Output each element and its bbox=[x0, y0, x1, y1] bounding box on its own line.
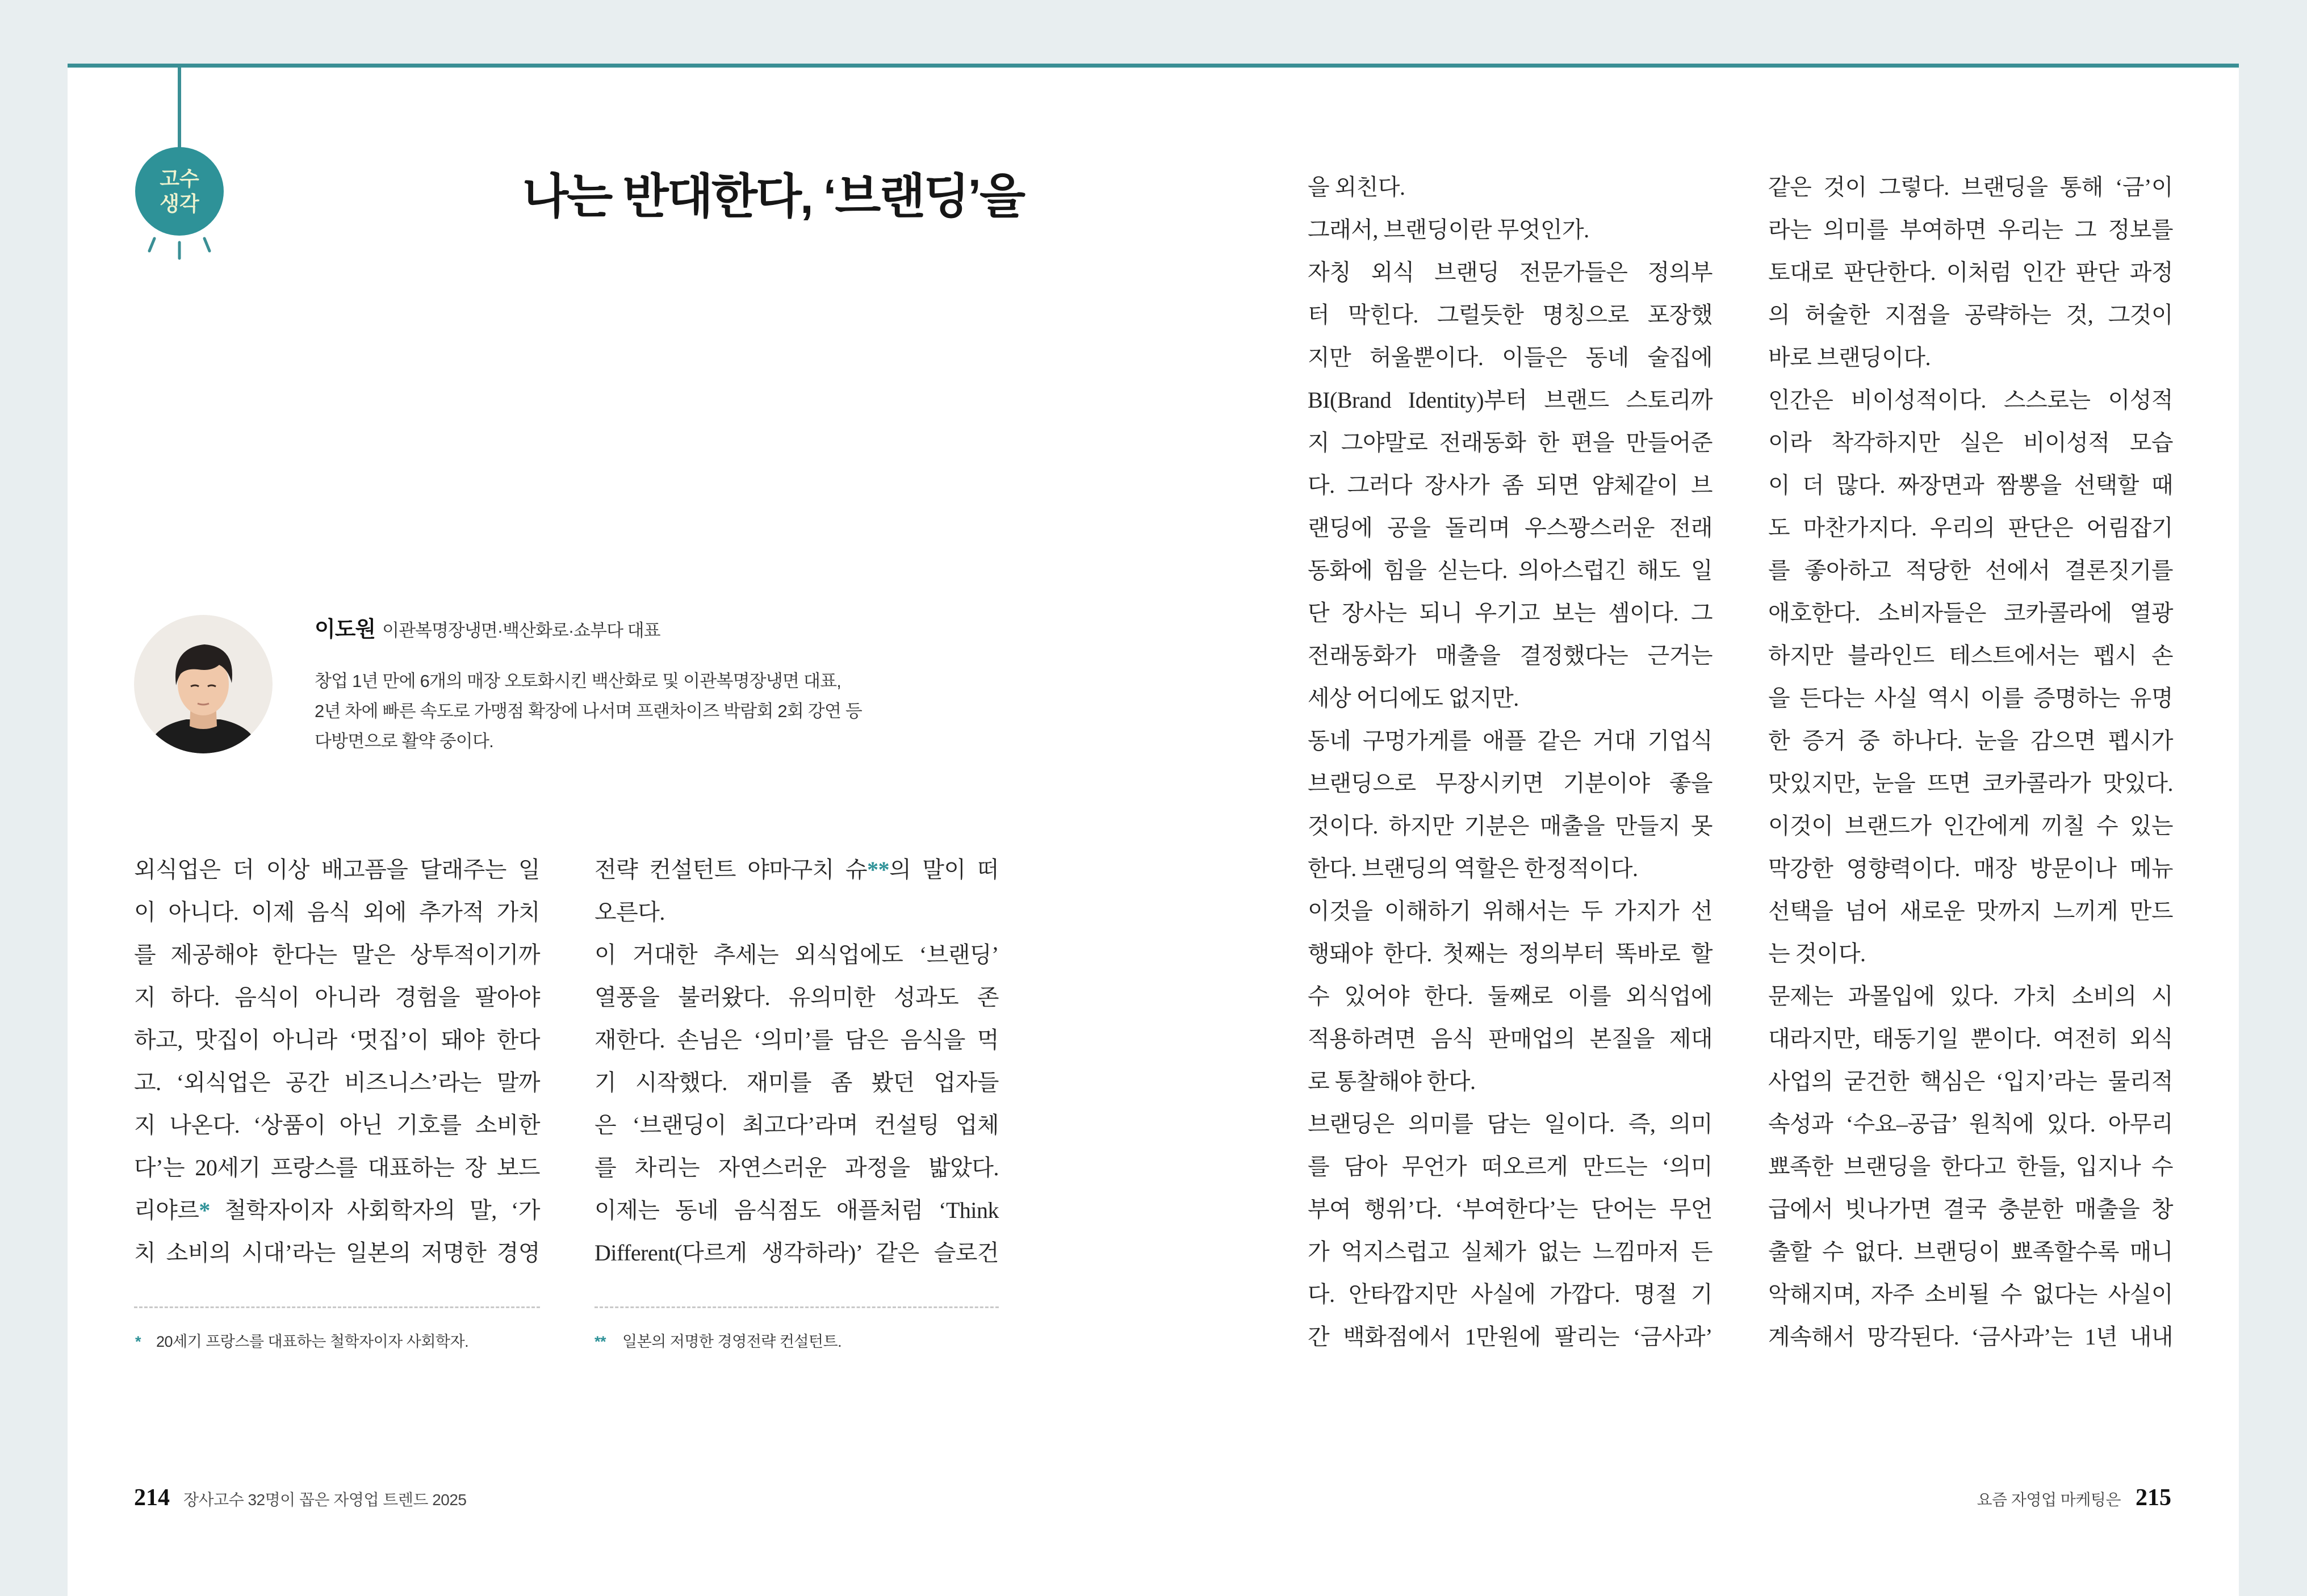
footnote-divider bbox=[134, 1306, 540, 1308]
footnote-text: 20세기 프랑스를 대표하는 철학자이자 사회학자. bbox=[156, 1333, 469, 1350]
body-line: 라는 의미를 부여하면 우리는 그 정보를 bbox=[1768, 217, 2173, 242]
body-line: Different(다르게 생각하라)’ 같은 슬로건 bbox=[594, 1240, 999, 1266]
body-line: 애호한다. 소비자들은 코카콜라에 열광 bbox=[1768, 600, 2173, 626]
body-line: 계속해서 망각된다. ‘금사과’는 1년 내내 bbox=[1768, 1324, 2173, 1350]
body-line: 인간은 비이성적이다. 스스로는 이성적 bbox=[1768, 387, 2173, 413]
body-line: 는 것이다. bbox=[1768, 941, 1866, 966]
body-line: 지만 허울뿐이다. 이들은 동네 술집에 bbox=[1308, 345, 1713, 370]
badge-connector-line bbox=[178, 66, 181, 149]
author-bio bbox=[315, 666, 862, 756]
body-line: 다’는 20세기 프랑스를 대표하는 장 보드 bbox=[134, 1155, 540, 1180]
body-line: 대라지만, 태동기일 뿐이다. 여전히 외식 bbox=[1768, 1026, 2173, 1052]
author-bio-line: 다방면으로 활약 중이다. bbox=[315, 731, 493, 751]
body-line: BI(Brand Identity)부터 브랜드 스토리까 bbox=[1308, 387, 1713, 413]
body-line: 한 증거 중 하나다. 눈을 감으면 펩시가 bbox=[1768, 728, 2173, 753]
body-line: 하고, 맛집이 아니라 ‘멋집’이 돼야 한다 bbox=[134, 1027, 540, 1053]
footnote bbox=[135, 1331, 468, 1352]
body-line: 부여 행위’다. ‘부여한다’는 단어는 무언 bbox=[1308, 1196, 1713, 1222]
section-badge bbox=[135, 147, 224, 236]
body-line: 다. 안타깝지만 사실에 가깝다. 명절 기 bbox=[1308, 1281, 1713, 1307]
footnote-reference-mark: * bbox=[199, 1197, 210, 1223]
author-heading bbox=[315, 615, 660, 644]
body-line: 터 막힌다. 그럴듯한 명칭으로 포장했 bbox=[1308, 302, 1713, 328]
body-line: 이 더 많다. 짜장면과 짬뽕을 선택할 때 bbox=[1768, 472, 2173, 498]
body-line: 를 담아 무언가 떠오르게 만드는 ‘의미 bbox=[1308, 1154, 1713, 1179]
body-line: 한다. 브랜딩의 역할은 한정적이다. bbox=[1308, 856, 1638, 881]
body-line: 같은 것이 그렇다. 브랜딩을 통해 ‘금’이 bbox=[1768, 174, 2173, 200]
body-line: 바로 브랜딩이다. bbox=[1768, 345, 1931, 370]
body-line: 다. 그러다 장사가 좀 되면 얌체같이 브 bbox=[1308, 472, 1713, 498]
author-photo bbox=[134, 615, 273, 753]
body-line: 뾰족한 브랜딩을 한다고 한들, 입지나 수 bbox=[1768, 1154, 2173, 1179]
body-line: 행돼야 한다. 첫째는 정의부터 똑바로 할 bbox=[1308, 941, 1713, 966]
body-line: 기 시작했다. 재미를 좀 봤던 업자들 bbox=[594, 1070, 999, 1095]
body-line: 하지만 블라인드 테스트에서는 펩시 손 bbox=[1768, 643, 2173, 668]
body-line: 열풍을 불러왔다. 유의미한 성과도 존 bbox=[594, 985, 999, 1010]
body-line: 의 허술한 지점을 공략하는 것, 그것이 bbox=[1768, 302, 2173, 328]
author-name: 이도원 bbox=[315, 618, 376, 642]
body-line: 로 통찰해야 한다. bbox=[1308, 1069, 1476, 1094]
body-line: 지 나온다. ‘상품이 아닌 기호를 소비한 bbox=[134, 1112, 540, 1138]
footnote-mark: ** bbox=[594, 1333, 606, 1350]
body-line: 고. ‘외식업은 공간 비즈니스’라는 말까 bbox=[134, 1070, 540, 1095]
footnote-divider bbox=[594, 1306, 999, 1308]
body-column-4 bbox=[1768, 166, 2173, 1358]
body-line: 자칭 외식 브랜딩 전문가들은 정의부 bbox=[1308, 259, 1713, 285]
body-line: 토대로 판단한다. 이처럼 인간 판단 과정 bbox=[1768, 259, 2173, 285]
body-line: 그래서, 브랜딩이란 무엇인가. bbox=[1308, 217, 1589, 242]
body-line: 문제는 과몰입에 있다. 가치 소비의 시 bbox=[1768, 983, 2173, 1009]
body-line: 브랜딩은 의미를 담는 일이다. 즉, 의미 bbox=[1308, 1111, 1713, 1137]
body-line: 를 차리는 자연스러운 과정을 밟았다. bbox=[594, 1155, 999, 1180]
footnote-text: 일본의 저명한 경영전략 컨설턴트. bbox=[622, 1333, 842, 1350]
article-title: 나는 반대한다, ‘브랜딩’을 bbox=[522, 170, 1024, 223]
body-line: 적용하려면 음식 판매업의 본질을 제대 bbox=[1308, 1026, 1713, 1052]
body-line: 이제는 동네 음식점도 애플처럼 ‘Think bbox=[594, 1197, 999, 1223]
body-line: 이것이 브랜드가 인간에게 끼칠 수 있는 bbox=[1768, 813, 2173, 839]
running-title-right: 요즘 자영업 마케팅은 bbox=[1977, 1491, 2121, 1509]
body-line: 급에서 빗나가면 결국 충분한 매출을 창 bbox=[1768, 1196, 2173, 1222]
footnote-reference-mark: ** bbox=[867, 857, 890, 882]
footer-left bbox=[134, 1482, 467, 1514]
body-line: 세상 어디에도 없지만. bbox=[1308, 685, 1519, 711]
body-line: 을 외친다. bbox=[1308, 174, 1405, 200]
body-line: 은 ‘브랜딩이 최고다’라며 컨설팅 업체 bbox=[594, 1112, 999, 1138]
body-line: 출할 수 없다. 브랜딩이 뾰족할수록 매니 bbox=[1768, 1239, 2173, 1264]
body-line: 악해지며, 자주 소비될 수 없다는 사실이 bbox=[1768, 1281, 2173, 1307]
body-line: 이 거대한 추세는 외식업에도 ‘브랜딩’ bbox=[594, 942, 999, 967]
body-line: 랜딩에 공을 돌리며 우스꽝스러운 전래 bbox=[1308, 515, 1713, 541]
footnote-mark: * bbox=[135, 1333, 141, 1350]
body-line: 브랜딩으로 무장시키면 기분이야 좋을 bbox=[1308, 770, 1713, 796]
body-line: 것이다. 하지만 기분은 매출을 만들지 못 bbox=[1308, 813, 1713, 839]
body-line: 전략 컨설턴트 야마구치 슈**의 말이 떠 bbox=[594, 857, 999, 882]
body-line: 지 그야말로 전래동화 한 편을 만들어준 bbox=[1308, 430, 1713, 455]
body-column-2 bbox=[594, 848, 999, 1274]
body-line: 속성과 ‘수요–공급’ 원칙에 있다. 아무리 bbox=[1768, 1111, 2173, 1137]
body-line: 사업의 굳건한 핵심은 ‘입지’라는 물리적 bbox=[1768, 1069, 2173, 1094]
body-line: 을 든다는 사실 역시 이를 증명하는 유명 bbox=[1768, 685, 2173, 711]
body-line: 치 소비의 시대’라는 일본의 저명한 경영 bbox=[134, 1240, 540, 1266]
badge-label-line1: 고수 bbox=[160, 167, 199, 190]
body-line: 단 장사는 되니 우기고 보는 셈이다. 그 bbox=[1308, 600, 1713, 626]
body-line: 막강한 영향력이다. 매장 방문이나 메뉴 bbox=[1768, 856, 2173, 881]
running-title-left: 장사고수 32명이 꼽은 자영업 트렌드 2025 bbox=[183, 1491, 467, 1509]
body-line: 선택을 넘어 새로운 맛까지 느끼게 만드 bbox=[1768, 898, 2173, 924]
body-line: 재한다. 손님은 ‘의미’를 담은 음식을 먹 bbox=[594, 1027, 999, 1053]
page-number-right: 215 bbox=[2136, 1485, 2171, 1511]
top-rule bbox=[68, 64, 2239, 68]
body-line: 를 좋아하고 적당한 선에서 결론짓기를 bbox=[1768, 558, 2173, 583]
footnote bbox=[594, 1331, 841, 1352]
body-line: 이것을 이해하기 위해서는 두 가지가 선 bbox=[1308, 898, 1713, 924]
body-line: 이 아니다. 이제 음식 외에 추가적 가치 bbox=[134, 899, 540, 925]
body-column-1 bbox=[134, 848, 540, 1274]
body-line: 맛있지만, 눈을 뜨면 코카콜라가 맛있다. bbox=[1768, 770, 2173, 796]
body-line: 수 있어야 한다. 둘째로 이를 외식업에 bbox=[1308, 983, 1713, 1009]
body-line: 지 하다. 음식이 아니라 경험을 팔아야 bbox=[134, 985, 540, 1010]
body-line: 도 마찬가지다. 우리의 판단은 어림잡기 bbox=[1768, 515, 2173, 541]
footer-right bbox=[1977, 1482, 2172, 1514]
body-line: 이라 착각하지만 실은 비이성적 모습 bbox=[1768, 430, 2173, 455]
badge-label-line2: 생각 bbox=[160, 192, 199, 215]
author-portrait-icon bbox=[134, 615, 273, 753]
body-line: 동네 구멍가게를 애플 같은 거대 기업식 bbox=[1308, 728, 1713, 753]
page-number-left: 214 bbox=[134, 1485, 170, 1511]
author-bio-line: 창업 1년 만에 6개의 매장 오토화시킨 백산화로 및 이관복명장냉면 대표, bbox=[315, 671, 841, 691]
body-line: 리야르* 철학자이자 사회학자의 말, ‘가 bbox=[134, 1197, 540, 1223]
body-line: 간 백화점에서 1만원에 팔리는 ‘금사과’ bbox=[1308, 1324, 1713, 1350]
body-line: 동화에 힘을 싣는다. 의아스럽긴 해도 일 bbox=[1308, 558, 1713, 583]
badge-rays-icon bbox=[142, 236, 217, 264]
body-line: 외식업은 더 이상 배고픔을 달래주는 일 bbox=[134, 857, 540, 882]
body-line: 가 억지스럽고 실체가 없는 느낌마저 든 bbox=[1308, 1239, 1713, 1264]
body-line: 를 제공해야 한다는 말은 상투적이기까 bbox=[134, 942, 540, 967]
author-affiliation: 이관복명장냉면·백산화로·쇼부다 대표 bbox=[382, 621, 660, 640]
body-line: 전래동화가 매출을 결정했다는 근거는 bbox=[1308, 643, 1713, 668]
author-bio-line: 2년 차에 빠른 속도로 가맹점 확장에 나서며 프랜차이즈 박람회 2회 강연 등 bbox=[315, 701, 862, 721]
body-column-3 bbox=[1308, 166, 1713, 1358]
body-line: 오른다. bbox=[594, 899, 665, 925]
